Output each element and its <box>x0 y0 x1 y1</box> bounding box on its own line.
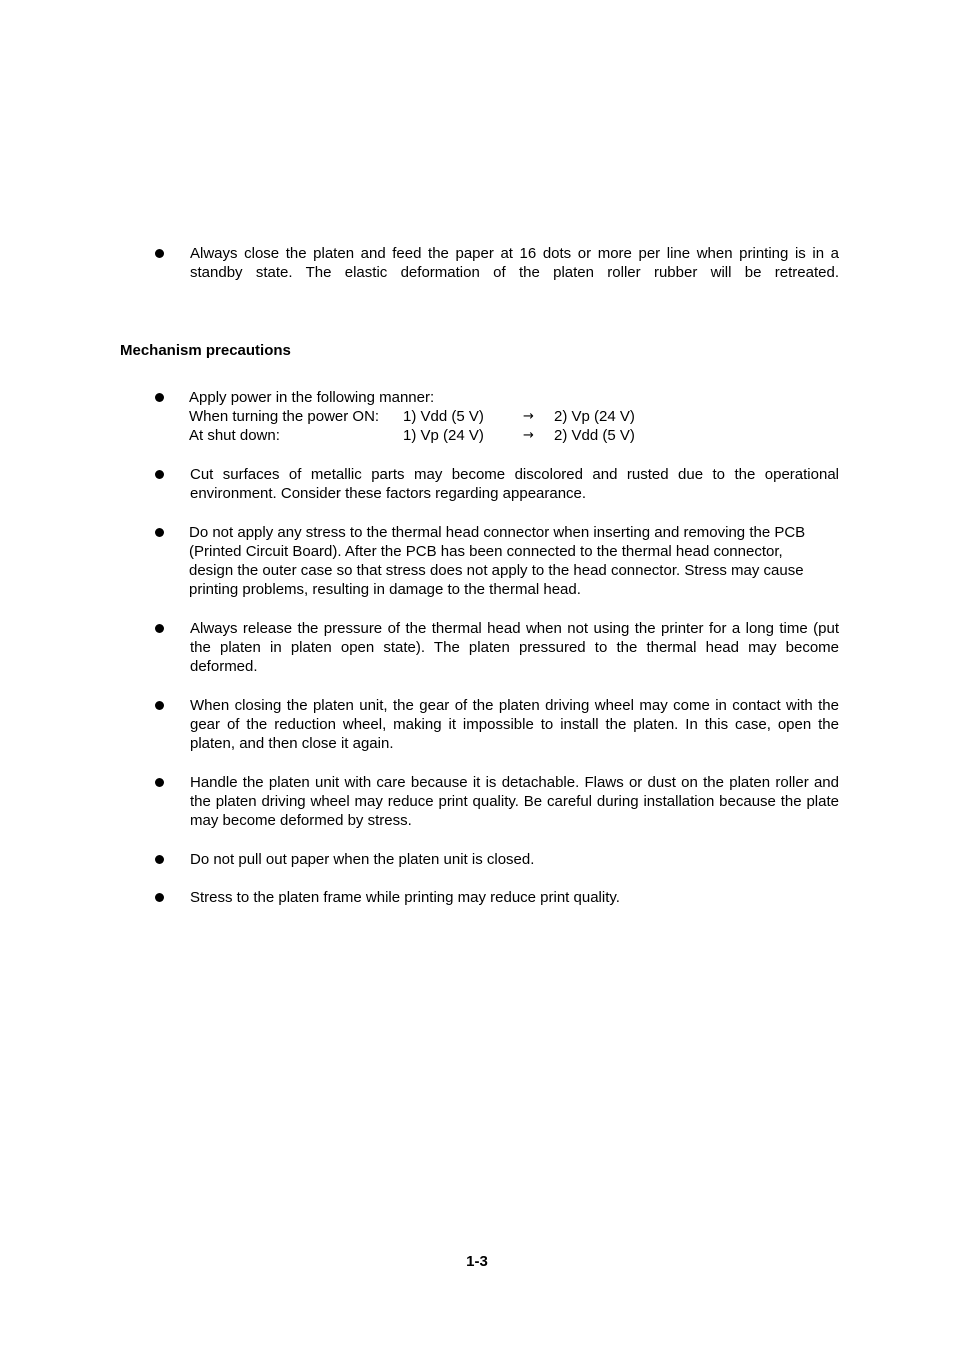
power-row-first: 1) Vdd (5 V) <box>403 408 484 425</box>
power-row-off <box>189 426 635 445</box>
list-item-platen-frame <box>155 888 839 907</box>
bullet-icon <box>155 624 164 633</box>
list-item-closing-platen <box>155 696 839 753</box>
bullet-icon <box>155 855 164 864</box>
list-item-head-connector <box>155 523 839 599</box>
power-row-second: 2) Vdd (5 V) <box>554 427 635 444</box>
power-row-label: At shut down: <box>189 427 280 444</box>
list-item-text: Cut surfaces of metallic parts may become discolored and rusted due to the operational environment. Consider these factors regarding appearance. <box>190 466 839 502</box>
section-heading: Mechanism precautions <box>120 342 291 359</box>
power-sequence-table <box>189 407 635 445</box>
list-item-text: Do not pull out paper when the platen unit is closed. <box>190 851 535 868</box>
bullet-icon <box>155 249 164 258</box>
list-item-text: Always release the pressure of the thermal head when not using the printer for a long time (put the platen in platen open state). The platen pressured to the thermal head may become deformed. <box>190 620 839 675</box>
list-item-platen-standby <box>155 244 839 282</box>
bullet-icon <box>155 393 164 402</box>
list-item-text: Handle the platen unit with care because it is detachable. Flaws or dust on the platen roller and the platen driving wheel may reduce print quality. Be careful during installation because the plate may become deformed by stress. <box>190 774 839 829</box>
list-item-text: When closing the platen unit, the gear of the platen driving wheel may come in contact with the gear of the reduction wheel, making it impossible to install the platen. In this case, open the platen, and then close it again. <box>190 697 839 752</box>
list-item-power-sequence <box>155 388 839 445</box>
list-item-text: Do not apply any stress to the thermal head connector when inserting and removing the PCB (Printed Circuit Board). After the PCB has been connected to the thermal head connector, design the outer case so that stress does not apply to the head connector. Stress may cause printing problems, resulting in damage to the thermal head. <box>189 524 806 598</box>
arrow-icon: → <box>523 428 534 443</box>
power-row-first: 1) Vp (24 V) <box>403 427 484 444</box>
list-item-handle-platen <box>155 773 839 830</box>
bullet-icon <box>155 470 164 479</box>
power-row-second: 2) Vp (24 V) <box>554 408 635 425</box>
page-number: 1-3 <box>466 1253 488 1270</box>
list-item-text: Stress to the platen frame while printing may reduce print quality. <box>190 889 620 906</box>
bullet-icon <box>155 893 164 902</box>
list-item-text: Always close the platen and feed the paper at 16 dots or more per line when printing is in a standby state. The elastic deformation of the platen roller rubber will be retreated. <box>190 245 839 281</box>
power-row-on <box>189 407 635 426</box>
arrow-icon: → <box>523 409 534 424</box>
bullet-icon <box>155 701 164 710</box>
list-item-release-pressure <box>155 619 839 676</box>
list-item-metallic-parts <box>155 465 839 503</box>
list-item-pull-paper <box>155 850 839 869</box>
bullet-icon <box>155 528 164 537</box>
power-row-label: When turning the power ON: <box>189 408 380 425</box>
bullet-icon <box>155 778 164 787</box>
power-intro-text: Apply power in the following manner: <box>189 389 435 406</box>
